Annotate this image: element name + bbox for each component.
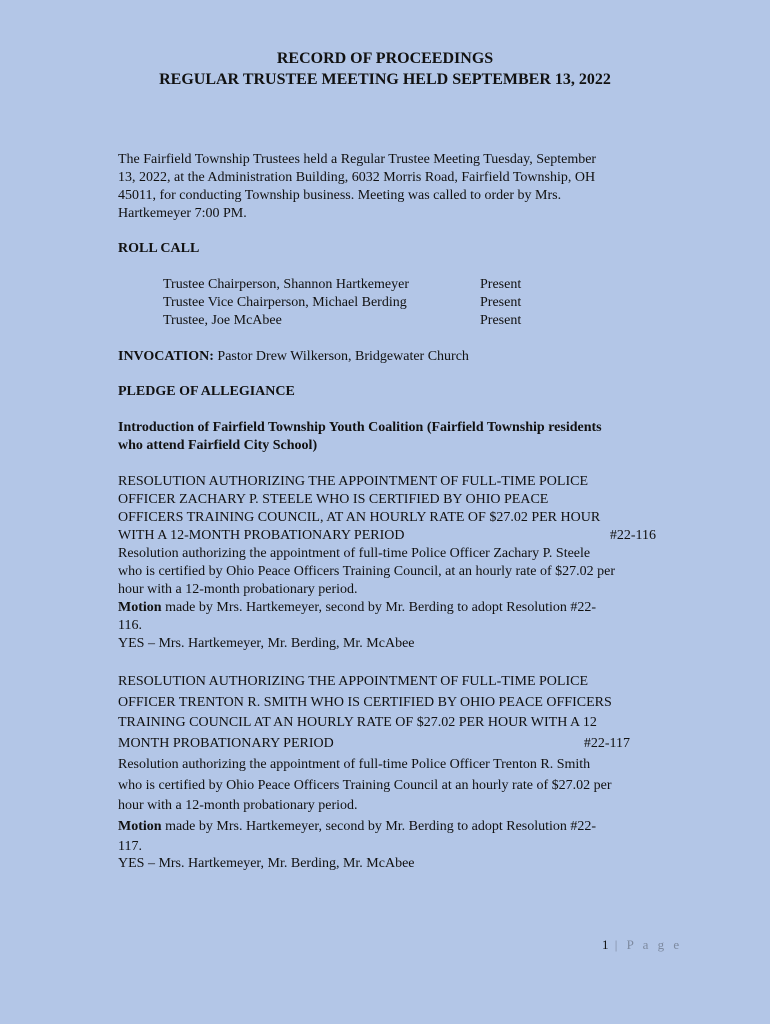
- resolution-desc-line: who is certified by Ohio Peace Officers Training Council, at an hourly rate of $27.02 per: [118, 564, 616, 579]
- youth-line: Introduction of Fairfield Township Youth Coalition (Fairfield Township residents: [118, 420, 602, 435]
- roll-call-list: [163, 276, 521, 330]
- resolution-number: #22-116: [609, 528, 656, 543]
- resolution-title-last-row: [118, 527, 656, 545]
- roll-call-row: [163, 294, 521, 312]
- invocation-label: INVOCATION:: [118, 349, 214, 364]
- resolution-desc-line: hour with a 12-month probationary period.: [118, 798, 358, 814]
- resolution-desc-line: who is certified by Ohio Peace Officers Training Council at an hourly rate of $27.02 per: [118, 777, 612, 793]
- title-line-1: RECORD OF PROCEEDINGS: [276, 50, 494, 67]
- motion-text: made by Mrs. Hartkemeyer, second by Mr. Berding to adopt Resolution #22-: [161, 818, 597, 834]
- resolution-desc-line: Resolution authorizing the appointment of full-time Police Officer Trenton R. Smith: [118, 756, 591, 772]
- resolution-title-line: MONTH PROBATIONARY PERIOD: [118, 736, 334, 752]
- resolution-title-line: RESOLUTION AUTHORIZING THE APPOINTMENT OF FULL-TIME POLICE: [118, 674, 589, 689]
- page-number: 1: [602, 937, 609, 952]
- member-status: Present: [480, 295, 522, 310]
- resolution-desc-line: hour with a 12-month probationary period.: [118, 582, 358, 597]
- resolution-22-117: [118, 672, 630, 872]
- resolution-title-line: TRAINING COUNCIL AT AN HOURLY RATE OF $27.02 PER HOUR WITH A 12: [118, 715, 597, 731]
- youth-coalition-heading: [118, 419, 602, 455]
- document-title: [0, 48, 770, 90]
- resolution-desc-line: Resolution authorizing the appointment of full-time Police Officer Zachary P. Steele: [118, 546, 591, 561]
- roll-call-row: [163, 276, 521, 294]
- member-status: Present: [480, 277, 522, 292]
- motion-continuation: 116.: [118, 618, 142, 633]
- resolution-title-line: OFFICER TRENTON R. SMITH WHO IS CERTIFIED BY OHIO PEACE OFFICERS: [118, 694, 612, 710]
- resolution-title-line: RESOLUTION AUTHORIZING THE APPOINTMENT OF FULL-TIME POLICE: [118, 474, 589, 489]
- intro-line: The Fairfield Township Trustees held a Regular Trustee Meeting Tuesday, September: [118, 152, 597, 167]
- intro-line: Hartkemeyer 7:00 PM.: [118, 206, 247, 221]
- member-name: Trustee, Joe McAbee: [163, 313, 282, 328]
- member-name: Trustee Chairperson, Shannon Hartkemeyer: [163, 277, 409, 292]
- motion-continuation: 117.: [118, 838, 142, 854]
- resolution-number: #22-117: [583, 736, 630, 752]
- intro-paragraph: [118, 151, 596, 223]
- motion-text: made by Mrs. Hartkemeyer, second by Mr. Berding to adopt Resolution #22-: [161, 600, 597, 615]
- invocation: [118, 348, 469, 366]
- youth-line: who attend Fairfield City School): [118, 438, 318, 453]
- page-separator: |: [608, 937, 627, 952]
- intro-line: 13, 2022, at the Administration Building, 6032 Morris Road, Fairfield Township, OH: [118, 170, 596, 185]
- resolution-title-line: WITH A 12-MONTH PROBATIONARY PERIOD: [118, 528, 405, 543]
- resolution-title-line: OFFICER ZACHARY P. STEELE WHO IS CERTIFIED BY OHIO PEACE: [118, 492, 549, 507]
- resolution-22-116: [118, 473, 656, 653]
- motion-line: [118, 817, 630, 838]
- roll-call-row: [163, 312, 521, 330]
- motion-line: [118, 599, 656, 617]
- vote-line: YES – Mrs. Hartkemeyer, Mr. Berding, Mr. McAbee: [118, 855, 415, 871]
- motion-label: Motion: [118, 600, 162, 615]
- motion-label: Motion: [118, 818, 162, 834]
- page-word: P a g e: [626, 937, 683, 952]
- resolution-title-line: OFFICERS TRAINING COUNCIL, AT AN HOURLY RATE OF $27.02 PER HOUR: [118, 510, 601, 525]
- pledge-heading: PLEDGE OF ALLEGIANCE: [118, 384, 295, 399]
- invocation-text: Pastor Drew Wilkerson, Bridgewater Church: [217, 349, 469, 364]
- page-footer: [602, 937, 682, 953]
- vote-line: YES – Mrs. Hartkemeyer, Mr. Berding, Mr. McAbee: [118, 636, 415, 651]
- roll-call-heading: ROLL CALL: [118, 241, 200, 256]
- title-line-2: REGULAR TRUSTEE MEETING HELD SEPTEMBER 13, 2022: [159, 71, 611, 88]
- member-status: Present: [480, 313, 522, 328]
- member-name: Trustee Vice Chairperson, Michael Berding: [163, 295, 407, 310]
- intro-line: 45011, for conducting Township business. Meeting was called to order by Mrs.: [118, 188, 562, 203]
- resolution-title-last-row: [118, 734, 630, 755]
